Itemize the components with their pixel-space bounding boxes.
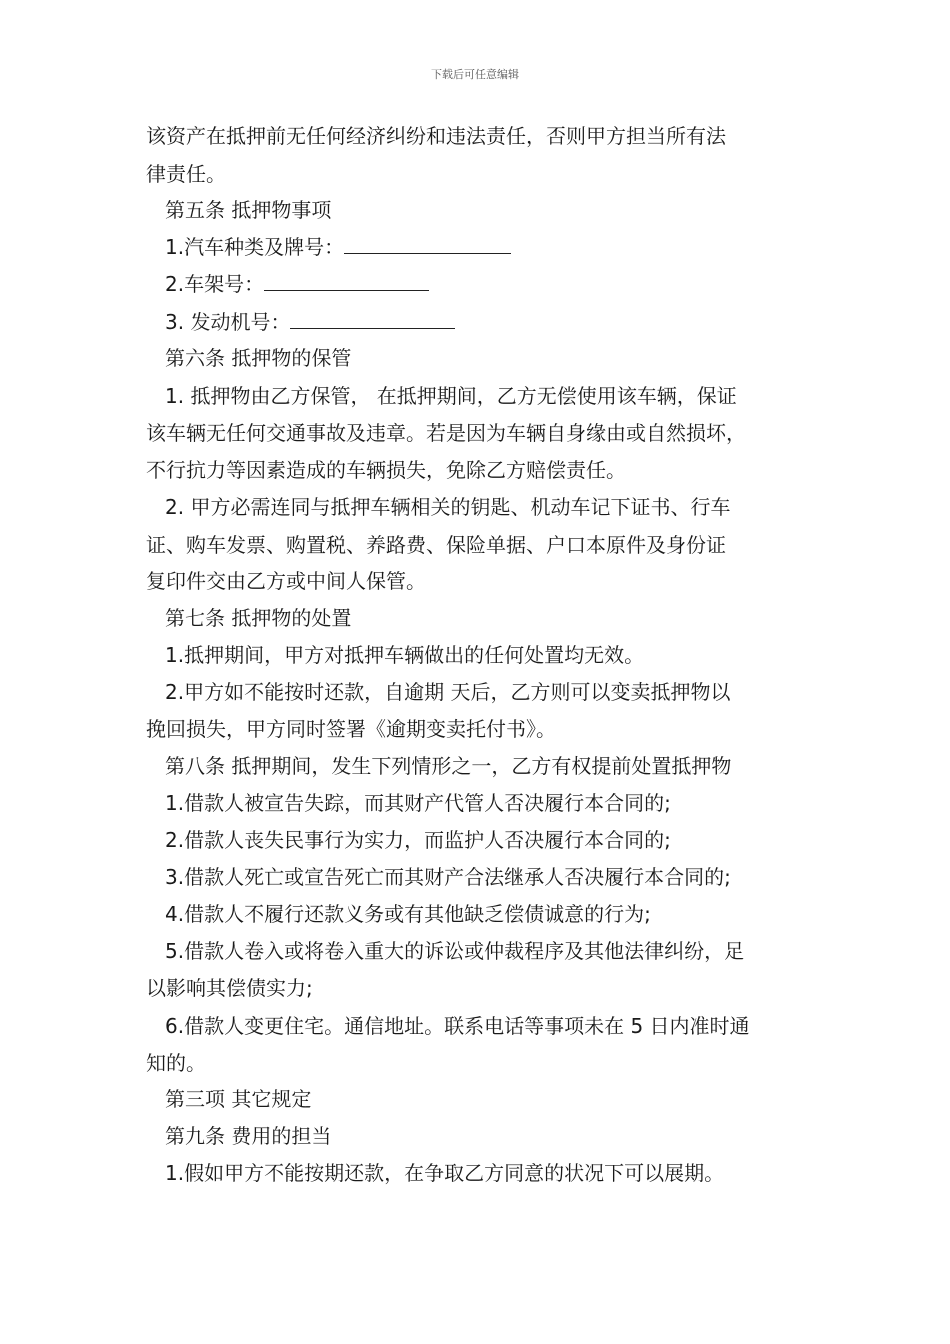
paragraph-line: 以影响其偿债实力; — [146, 976, 313, 1000]
list-item: 1.汽车种类及牌号： — [165, 233, 511, 261]
article-heading: 第六条 抵押物的保管 — [165, 346, 352, 370]
list-item: 1.假如甲方不能按期还款，在争取乙方同意的状况下可以展期。 — [165, 1161, 725, 1185]
fill-blank — [264, 272, 429, 291]
article-heading: 第五条 抵押物事项 — [165, 198, 332, 222]
paragraph-line: 不行抗力等因素造成的车辆损失，免除乙方赔偿责任。 — [146, 458, 626, 482]
paragraph-line: 知的。 — [146, 1051, 206, 1075]
page-header: 下载后可任意编辑 — [431, 68, 519, 81]
paragraph-line: 该车辆无任何交通事故及违章。若是因为车辆自身缘由或自然损坏， — [146, 421, 746, 445]
list-item: 6.借款人变更住宅。通信地址。联系电话等事项未在 5 日内准时通 — [165, 1014, 750, 1038]
list-item: 1.借款人被宣告失踪，而其财产代管人否决履行本合同的; — [165, 791, 671, 815]
section-heading: 第三项 其它规定 — [165, 1087, 312, 1111]
paragraph-line: 该资产在抵押前无任何经济纠纷和违法责任，否则甲方担当所有法 — [146, 124, 726, 148]
article-heading: 第九条 费用的担当 — [165, 1124, 332, 1148]
article-heading: 第七条 抵押物的处置 — [165, 606, 352, 630]
paragraph-line: 证、购车发票、购置税、养路费、保险单据、户口本原件及身份证 — [146, 533, 726, 557]
list-item: 5.借款人卷入或将卷入重大的诉讼或仲裁程序及其他法律纠纷，足 — [165, 939, 745, 963]
paragraph-line: 1. 抵押物由乙方保管， 在抵押期间，乙方无偿使用该车辆，保证 — [165, 384, 737, 408]
article-heading: 第八条 抵押期间，发生下列情形之一，乙方有权提前处置抵押物 — [165, 754, 732, 778]
paragraph-line: 复印件交由乙方或中间人保管。 — [146, 569, 426, 593]
list-item: 3. 发动机号： — [165, 308, 455, 336]
list-item: 3.借款人死亡或宣告死亡而其财产合法继承人否决履行本合同的; — [165, 865, 731, 889]
fill-blank — [290, 310, 455, 329]
paragraph-line: 律责任。 — [146, 162, 226, 186]
list-item: 1.抵押期间，甲方对抵押车辆做出的任何处置均无效。 — [165, 643, 645, 667]
list-item: 2.甲方如不能按时还款，自逾期 天后，乙方则可以变卖抵押物以 — [165, 680, 731, 704]
paragraph-line: 挽回损失，甲方同时签署《逾期变卖托付书》。 — [146, 717, 556, 741]
list-item: 4.借款人不履行还款义务或有其他缺乏偿债诚意的行为; — [165, 902, 651, 926]
list-item: 2.车架号： — [165, 270, 429, 298]
list-item: 2.借款人丧失民事行为实力，而监护人否决履行本合同的; — [165, 828, 671, 852]
paragraph-line: 2. 甲方必需连同与抵押车辆相关的钥匙、机动车记下证书、行车 — [165, 495, 731, 519]
fill-blank — [344, 235, 511, 254]
